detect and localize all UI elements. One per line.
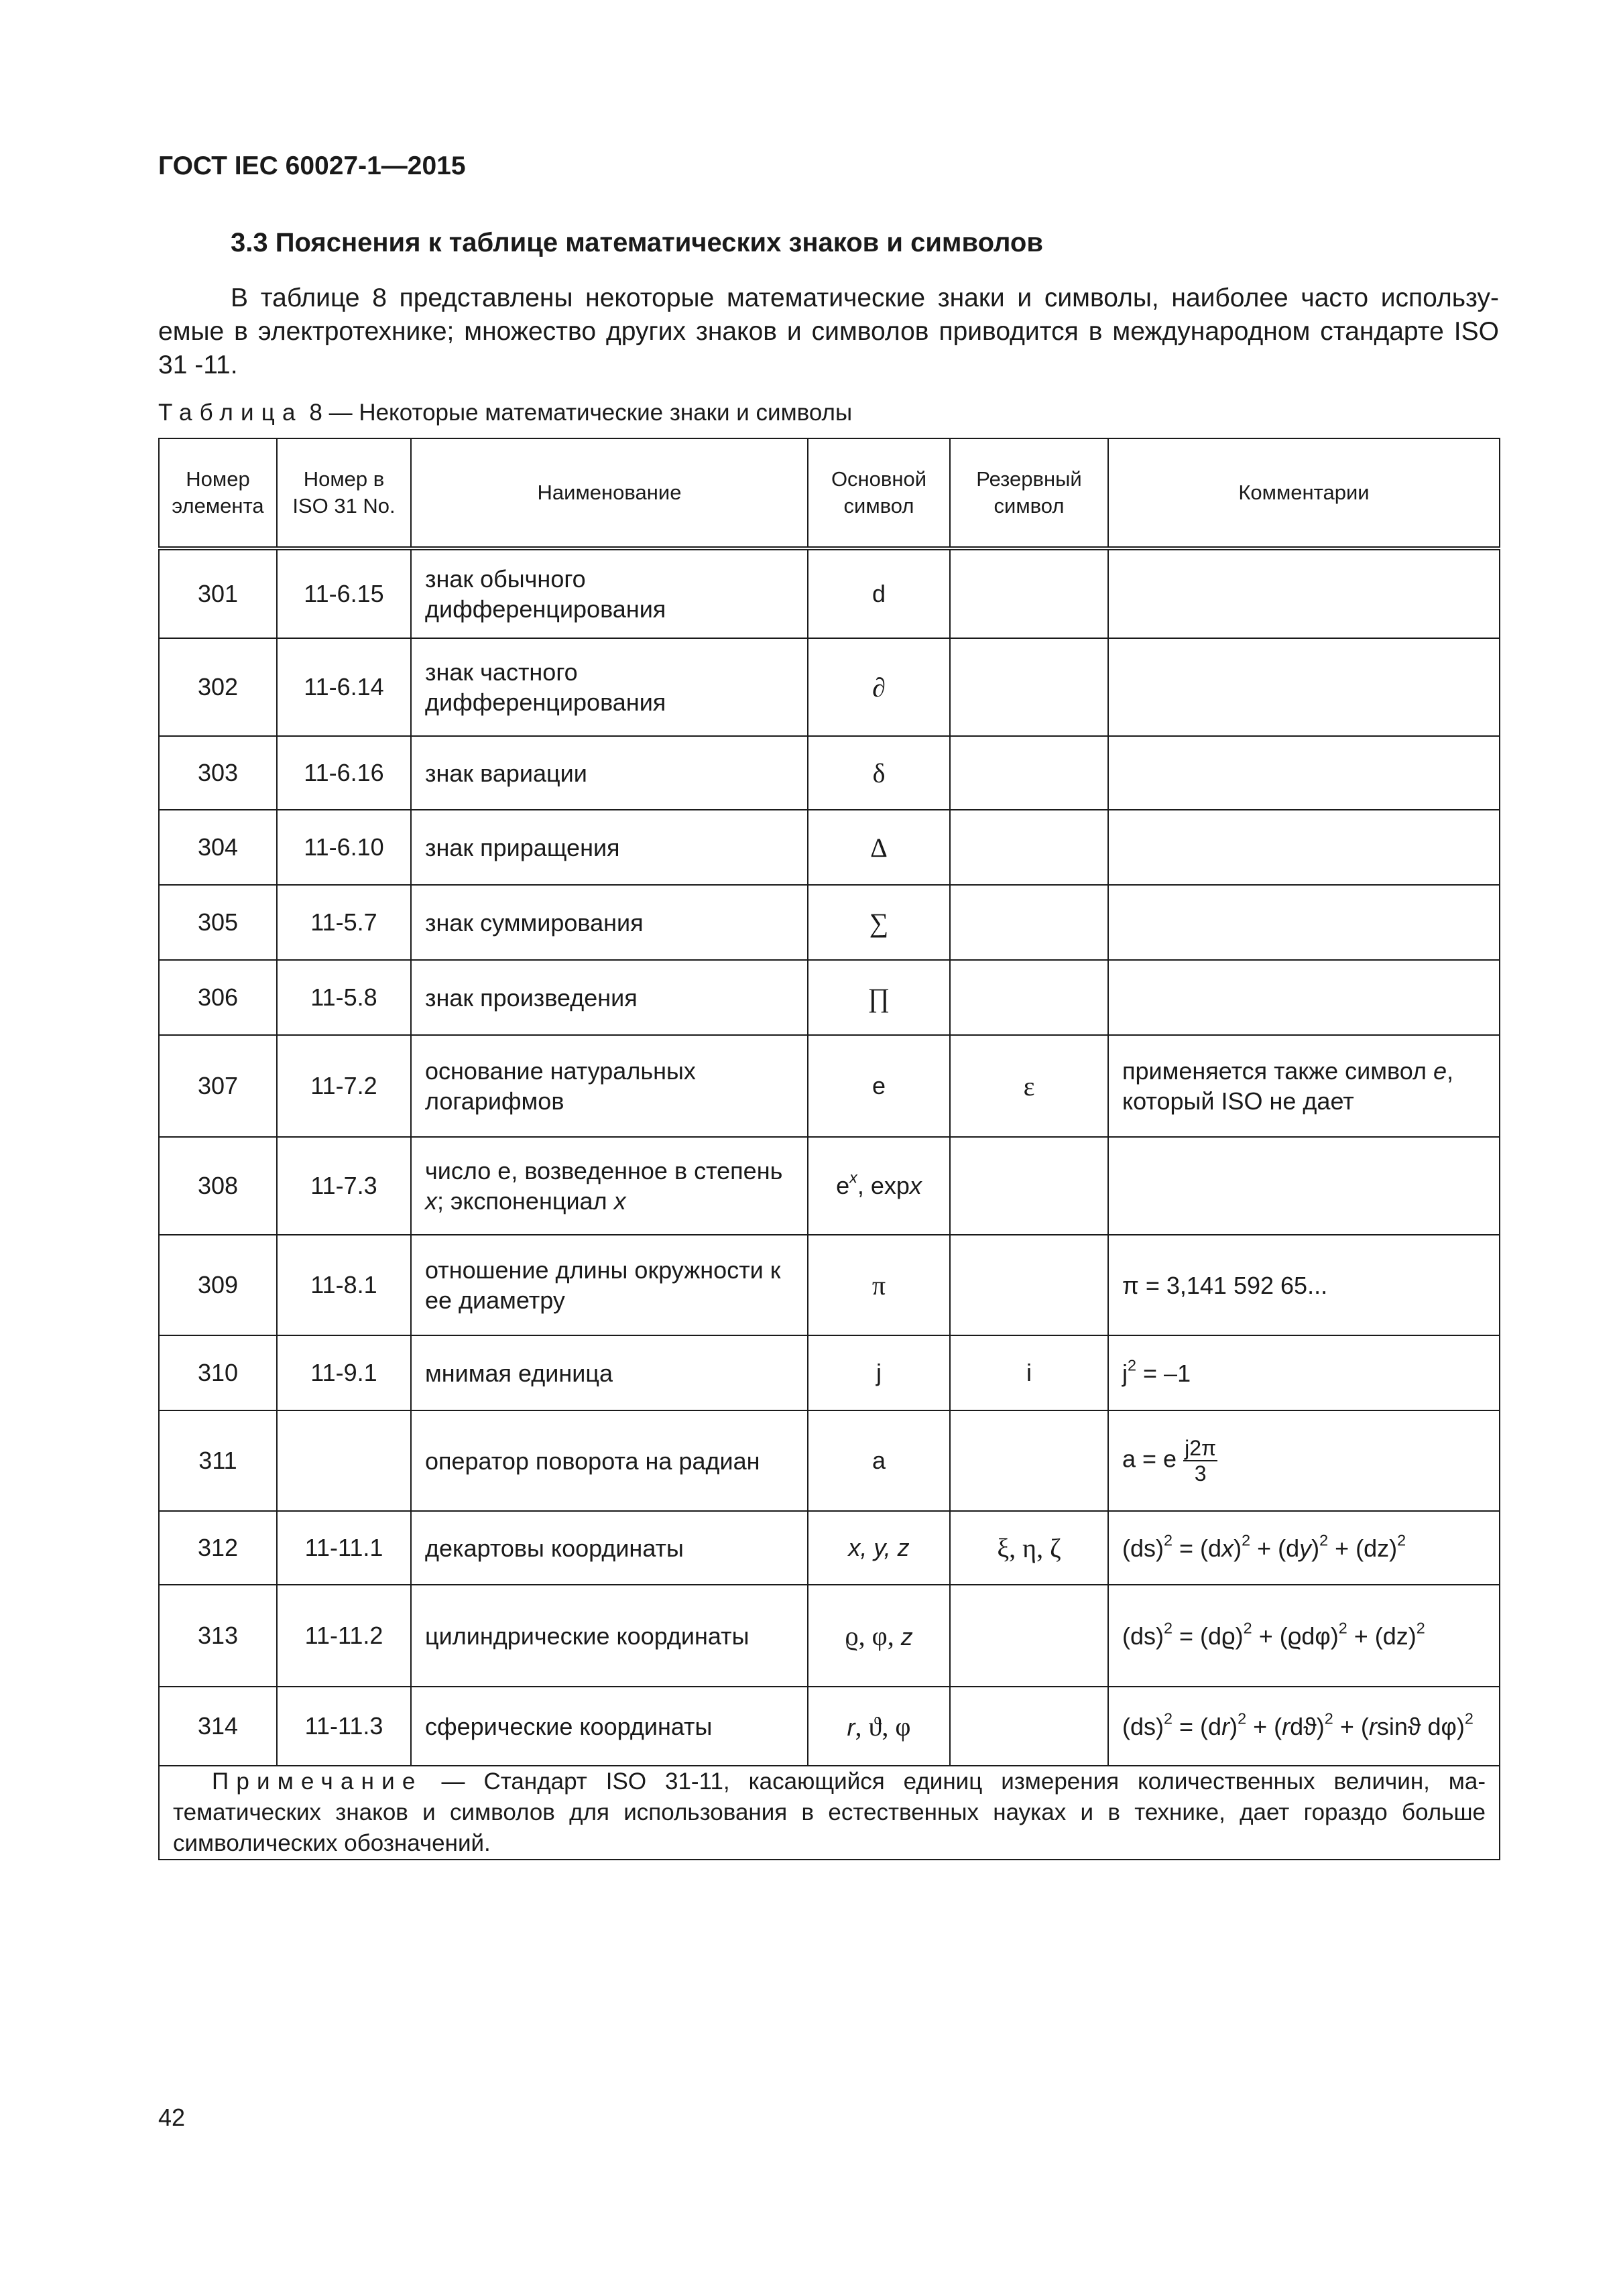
cell-main-symbol: ∑ [808, 885, 950, 960]
cell-reserve-symbol [950, 1137, 1108, 1235]
cell-main-symbol: j [808, 1335, 950, 1410]
header-reserve-symbol: Резервный символ [950, 438, 1108, 548]
cell-reserve-symbol [950, 638, 1108, 736]
header-name: Наименование [411, 438, 808, 548]
caption-label: Таблица [158, 400, 303, 426]
cell-name: знак вариации [411, 736, 808, 810]
cell-comment: $j^2 = -1$ [1108, 1335, 1500, 1410]
table-row [159, 1511, 1500, 1585]
table-note [159, 1766, 1500, 1860]
cell-reserve-symbol [950, 1687, 1108, 1766]
cell-reserve-symbol: i [950, 1335, 1108, 1410]
cell-reserve-symbol [950, 548, 1108, 638]
cell-name: цилиндрические координаты [411, 1585, 808, 1687]
cell-name: знак частного дифференцирования [411, 638, 808, 736]
caption-title: Некоторые математические знаки и символы [359, 400, 853, 426]
cell-main-symbol: π [808, 1235, 950, 1335]
caption-number: 8 [309, 400, 322, 426]
cell-main-symbol: d [808, 548, 950, 638]
table-note-row [159, 1766, 1500, 1860]
cell-number: 308 [159, 1137, 277, 1235]
table-row [159, 885, 1500, 960]
cell-reserve-symbol [950, 810, 1108, 885]
cell-number: 306 [159, 960, 277, 1035]
table-row [159, 1410, 1500, 1511]
note-text: Стандарт ISO 31-11, касающийся единиц измерения количественных величин, ма- тематических знаков и символов для использования в естественных науках и в технике, дает гораздо больше символических обозначений. [173, 1768, 1486, 1856]
cell-iso: 11-6.10 [277, 810, 411, 885]
cell-number: 310 [159, 1335, 277, 1410]
cell-main-symbol: Δ [808, 810, 950, 885]
cell-number: 304 [159, 810, 277, 885]
table-row [159, 960, 1500, 1035]
header-comments: Комментарии [1108, 438, 1500, 548]
table-caption [158, 400, 852, 426]
cell-name: знак суммирования [411, 885, 808, 960]
cell-main-symbol: ∂ [808, 638, 950, 736]
table-row [159, 1585, 1500, 1687]
cell-number: 312 [159, 1511, 277, 1585]
section-heading: 3.3 Пояснения к таблице математических знаков и символов [231, 228, 1043, 257]
cell-iso: 11-7.3 [277, 1137, 411, 1235]
table-row [159, 736, 1500, 810]
cell-main-symbol: r, ϑ, φ [808, 1687, 950, 1766]
cell-main-symbol: ϱ, φ, z [808, 1585, 950, 1687]
cell-number: 309 [159, 1235, 277, 1335]
cell-iso: 11-11.1 [277, 1511, 411, 1585]
cell-reserve-symbol [950, 1585, 1108, 1687]
cell-comment: применяется также символ e, который ISO не дает [1108, 1035, 1500, 1137]
cell-comment: π = 3,141 592 65... [1108, 1235, 1500, 1335]
document-code: ГОСТ IEC 60027-1—2015 [158, 152, 466, 180]
cell-name: мнимая единица [411, 1335, 808, 1410]
note-dash: — [441, 1768, 465, 1795]
cell-iso: 11-7.2 [277, 1035, 411, 1137]
cell-name: основание натуральных логарифмов [411, 1035, 808, 1137]
cell-number: 314 [159, 1687, 277, 1766]
cell-iso [277, 1410, 411, 1511]
cell-number: 305 [159, 885, 277, 960]
cell-reserve-symbol [950, 885, 1108, 960]
cell-iso: 11-6.15 [277, 548, 411, 638]
cell-reserve-symbol [950, 736, 1108, 810]
caption-dash: — [328, 400, 353, 426]
note-label: Примечание [212, 1768, 423, 1795]
cell-name: отношение длины окружности к ее диаметру [411, 1235, 808, 1335]
cell-main-symbol: e [808, 1035, 950, 1137]
cell-comment [1108, 885, 1500, 960]
table-header-row [159, 438, 1500, 548]
cell-number: 307 [159, 1035, 277, 1137]
cell-iso: 11-5.8 [277, 960, 411, 1035]
cell-comment [1108, 638, 1500, 736]
cell-iso: 11-9.1 [277, 1335, 411, 1410]
intro-paragraph: В таблице 8 представлены некоторые математические знаки и символы, наиболее часто использу- емые в электротехнике; множество других знаков и символов приводится в международном стандарте ISO 31 -11. [158, 284, 1499, 379]
header-main-symbol: Основной символ [808, 438, 950, 548]
cell-iso: 11-6.14 [277, 638, 411, 736]
cell-name: знак приращения [411, 810, 808, 885]
cell-name: сферические координаты [411, 1687, 808, 1766]
cell-iso: 11-6.16 [277, 736, 411, 810]
cell-comment: $(ds)^2 = (dr)^2 + (rdϑ)^2 + (rsinϑ$ dφ)$^2$ [1108, 1687, 1500, 1766]
cell-iso: 11-8.1 [277, 1235, 411, 1335]
cell-comment: a = e $\frac{j2\pi}{3}$ [1108, 1410, 1500, 1511]
table-row [159, 1235, 1500, 1335]
cell-number: 301 [159, 548, 277, 638]
cell-reserve-symbol [950, 960, 1108, 1035]
table-row [159, 1137, 1500, 1235]
symbols-table [158, 438, 1500, 1860]
page-number: 42 [158, 2104, 186, 2131]
cell-number: 302 [159, 638, 277, 736]
header-iso-number: Номер в ISO 31 No. [277, 438, 411, 548]
cell-main-symbol: δ [808, 736, 950, 810]
cell-comment [1108, 736, 1500, 810]
fraction: $\frac{j2\pi}{3}$ [1185, 1436, 1217, 1486]
cell-name: число е, возведенное в степень x; экспоненциал x [411, 1137, 808, 1235]
cell-name: знак произведения [411, 960, 808, 1035]
cell-iso: 11-5.7 [277, 885, 411, 960]
table-row [159, 548, 1500, 638]
cell-main-symbol: a [808, 1410, 950, 1511]
cell-name: знак обычного дифференцирования [411, 548, 808, 638]
cell-number: 313 [159, 1585, 277, 1687]
cell-main-symbol: x, y, z [808, 1511, 950, 1585]
table-row [159, 1035, 1500, 1137]
cell-main-symbol: ∏ [808, 960, 950, 1035]
table-row [159, 1687, 1500, 1766]
cell-reserve-symbol [950, 1235, 1108, 1335]
cell-reserve-symbol: ξ, η, ζ [950, 1511, 1108, 1585]
cell-iso: 11-11.3 [277, 1687, 411, 1766]
cell-number: 303 [159, 736, 277, 810]
cell-name: декартовы координаты [411, 1511, 808, 1585]
cell-comment: (ds)$^2$ = (dx)$^2$ + (dy)$^2$ + (dz)$^2$ [1108, 1511, 1500, 1585]
cell-number: 311 [159, 1410, 277, 1511]
header-element-number: Номер элемента [159, 438, 277, 548]
cell-comment [1108, 1137, 1500, 1235]
cell-reserve-symbol: ε [950, 1035, 1108, 1137]
table-row [159, 1335, 1500, 1410]
cell-name: оператор поворота на радиан [411, 1410, 808, 1511]
cell-reserve-symbol [950, 1410, 1108, 1511]
cell-main-symbol: $e^x$, expx [808, 1137, 950, 1235]
cell-comment [1108, 810, 1500, 885]
cell-comment [1108, 548, 1500, 638]
cell-comment [1108, 960, 1500, 1035]
table-row [159, 810, 1500, 885]
cell-iso: 11-11.2 [277, 1585, 411, 1687]
table-row [159, 638, 1500, 736]
cell-comment: $(ds)^2 = (dϱ)^2 + (ϱd\varphi)^2 + (dz)^2$ [1108, 1585, 1500, 1687]
